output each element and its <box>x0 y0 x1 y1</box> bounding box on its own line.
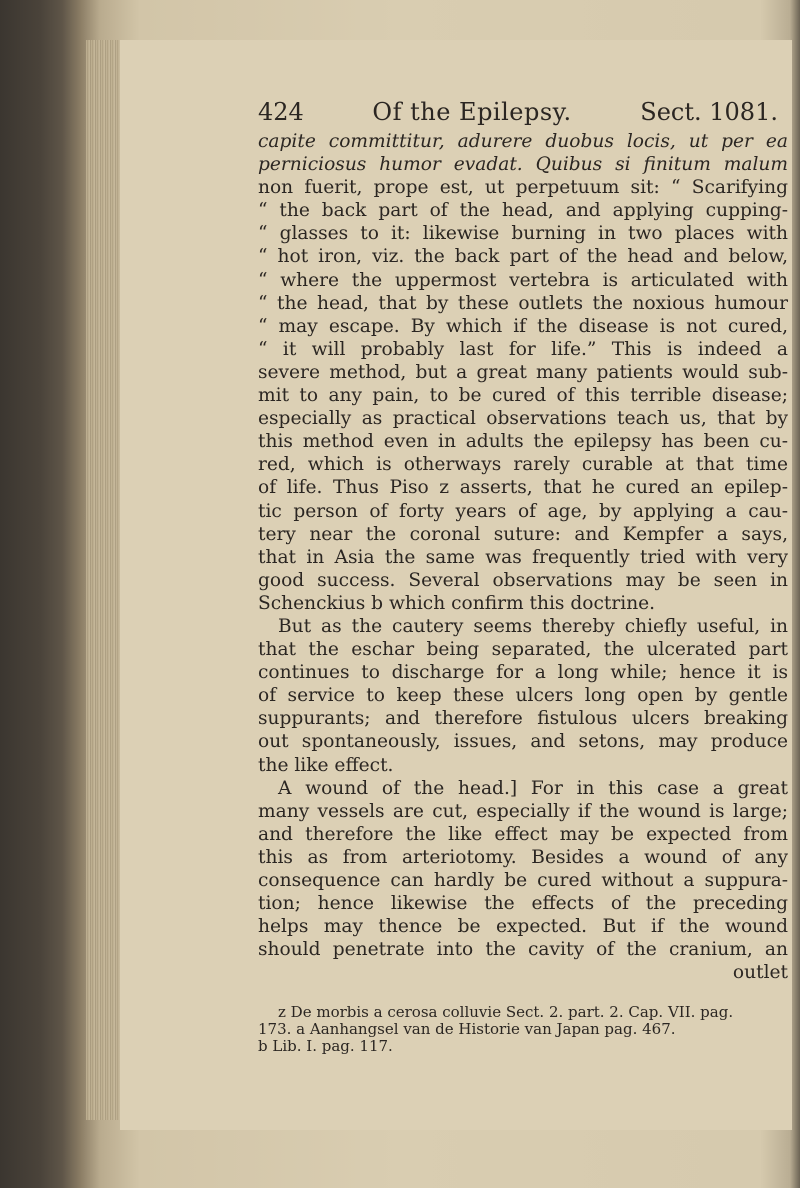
text-line: tic person of forty years of age, by applying a cau- <box>258 500 788 522</box>
text-line: and therefore the like effect may be expected from <box>258 823 788 845</box>
text-line: perniciosus humor evadat. Quibus si finitum malum <box>258 154 788 176</box>
text-line: many vessels are cut, especially if the wound is large; <box>258 800 788 822</box>
text-line: tion; hence likewise the effects of the preceding <box>258 893 788 915</box>
text-line: consequence can hardly be cured without a suppura- <box>258 870 788 891</box>
text-line: “ glasses to it: likewise burning in two places with <box>258 223 788 245</box>
footnotes <box>258 1004 793 1055</box>
running-title: Of the Epilepsy. <box>372 98 572 126</box>
text-line: Schenckius b which confirm this doctrine. <box>258 592 656 614</box>
text-line: especially as practical observations teach us, that by <box>258 408 788 430</box>
footnote: 173. a Aanhangsel van de Historie van Japan pag. 467. <box>258 1020 676 1039</box>
text-line: good success. Several observations may be seen in <box>258 569 788 591</box>
text-line: “ the head, that by these outlets the noxious humour <box>258 292 788 314</box>
text-line: this as from arteriotomy. Besides a wound of any <box>258 846 788 868</box>
text-line: should penetrate into the cavity of the cranium, an <box>258 939 788 961</box>
text-line: “ may escape. By which if the disease is not cured, <box>258 315 788 337</box>
text-line: red, which is otherways rarely curable at that time <box>258 454 788 476</box>
footnote: z De morbis a cerosa colluvie Sect. 2. part. 2. Cap. VII. pag. <box>278 1003 734 1022</box>
text-line: “ hot iron, viz. the back part of the head and below, <box>258 246 788 268</box>
page-text <box>258 98 793 1055</box>
text-line: suppurants; and therefore fistulous ulcers breaking <box>258 708 788 730</box>
text-line: this method even in adults the epilepsy has been cu- <box>258 431 788 453</box>
text-line: that the eschar being separated, the ulcerated part <box>258 639 788 661</box>
text-line: But as the cautery seems thereby chiefly useful, in <box>278 615 788 637</box>
text-line: out spontaneously, issues, and setons, may produce <box>258 731 788 753</box>
text-line: capite committitur, adurere duobus locis, ut per ea <box>258 131 788 152</box>
text-line: “ it will probably last for life.” This is indeed a <box>258 338 788 360</box>
text-line: severe method, but a great many patients would sub- <box>258 361 788 383</box>
catchword: outlet <box>732 962 788 984</box>
text-line: tery near the coronal suture: and Kempfer a says, <box>258 523 788 545</box>
text-line: “ where the uppermost vertebra is articulated with <box>258 269 788 291</box>
text-line: of service to keep these ulcers long open by gentle <box>258 685 788 707</box>
text-line: helps may thence be expected. But if the wound <box>258 916 788 938</box>
text-line: continues to discharge for a long while; hence it is <box>258 662 788 684</box>
text-line: non fuerit, prope est, ut perpetuum sit: “ Scarifying <box>258 177 788 199</box>
text-line: of life. Thus Piso z asserts, that he cured an epilep- <box>258 477 788 499</box>
text-line: that in Asia the same was frequently tried with very <box>258 546 788 568</box>
text-line: A wound of the head.] For in this case a great <box>278 777 788 799</box>
text-line: the like effect. <box>258 754 394 776</box>
footnote: b Lib. I. pag. 117. <box>258 1037 393 1056</box>
page-number: 424 <box>258 98 304 126</box>
text-line: “ the back part of the head, and applying cupping- <box>258 200 788 222</box>
running-header <box>258 98 778 126</box>
section-number: Sect. 1081. <box>640 98 778 126</box>
text-line: mit to any pain, to be cured of this terrible disease; <box>258 385 788 407</box>
body-text <box>258 130 793 984</box>
